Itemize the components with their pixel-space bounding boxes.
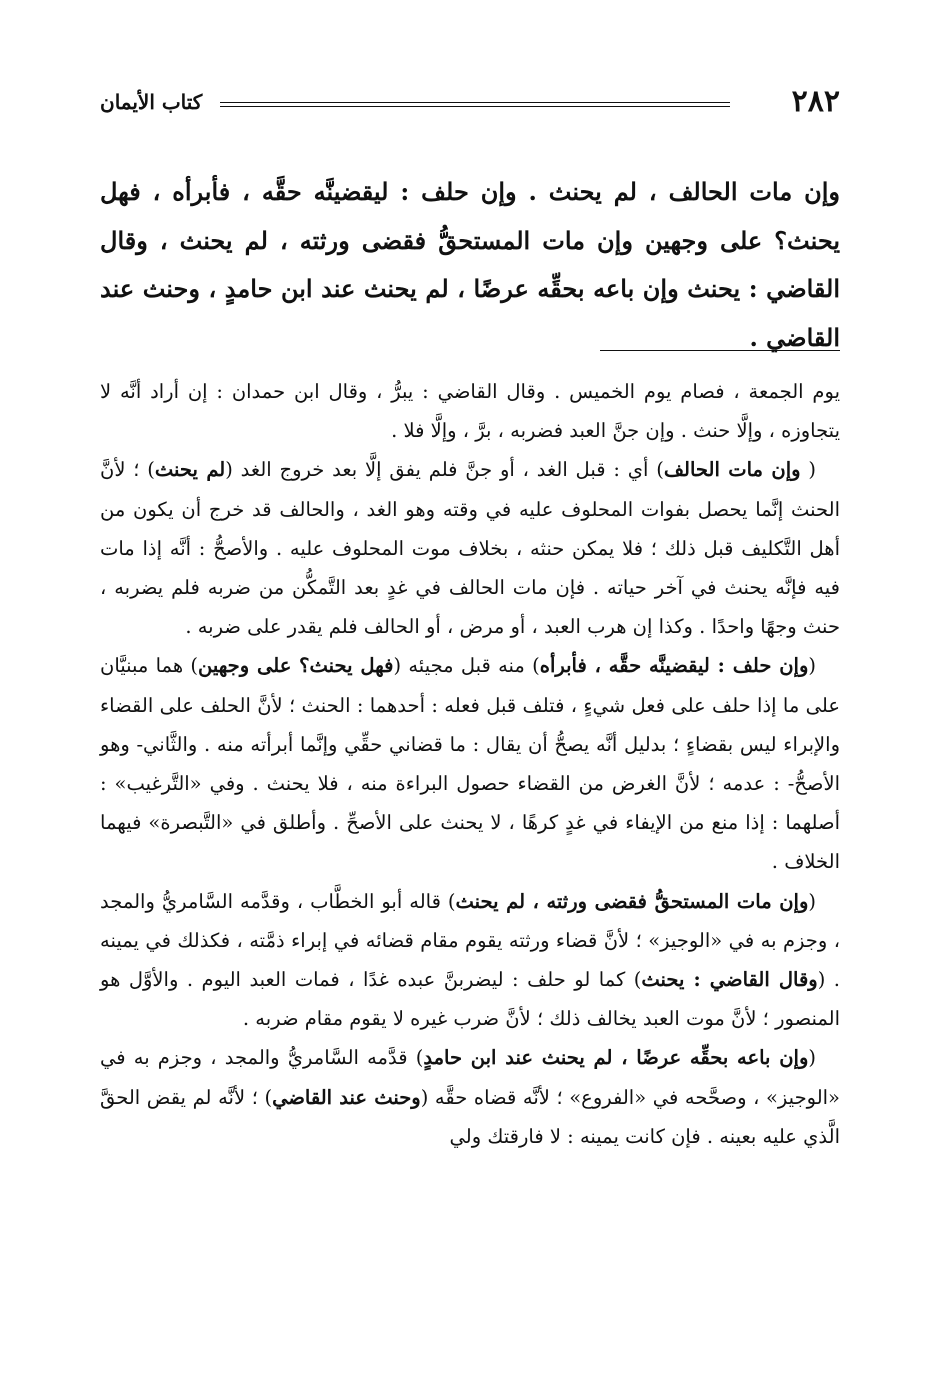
header-rule-second	[220, 106, 730, 107]
book-title: كتاب الأيمان	[100, 90, 203, 114]
quoted-text: لم يحنث	[154, 458, 226, 482]
quoted-text: وإن باعه بحقِّه عرضًا ، لم يحنث عند ابن حامدٍ	[423, 1046, 809, 1070]
header-rule	[220, 102, 730, 103]
commentary	[100, 372, 840, 1156]
commentary-text: ) هما مبنيَّان على ما إذا حلف على فعل شيءٍ ، فتلف قبل فعله : أحدهما : الحنث ؛ لأنَّ الحلف على القضاء والإبراء ليس بقضاءٍ ؛ بدليل أنَّه يصحُّ أن يقال : ما قضاني حقِّي وإنَّما أبرأته منه . والثَّاني- وهو الأصحُّ- : عدمه ؛ لأنَّ الغرض من القضاء حصول البراءة منه ، فلا يحنث . وفي «التَّرغيب» : أصلهما : إذا منع من الإيفاء في غدٍ كرهًا ، لا يحنث على الأصحِّ . وأطلق في «التَّبصرة» فيهما الخلاف .	[100, 654, 840, 874]
page-number: ٢٨٢	[791, 84, 840, 119]
quoted-text: وإن حلف : ليقضينَّه حقَّه ، فأبرأه	[539, 654, 809, 678]
commentary-text: ) أي : قبل الغد ، أو جنَّ فلم يفق إلَّا بعد خروج الغد (	[225, 458, 664, 482]
commentary-text: ) ؛ لأنَّه لم يقض الحقَّ الَّذي عليه بعينه . فإن كانت يمينه : لا فارقتك ولي	[100, 1085, 840, 1148]
quoted-text: وإن مات المستحقُّ فقضى ورثته ، لم يحنث	[455, 889, 809, 913]
quoted-text: فهل يحنث؟ على وجهين	[197, 654, 394, 678]
commentary-paragraph-2	[100, 450, 840, 646]
footnote-divider	[600, 350, 840, 351]
quoted-text: وقال القاضي : يحنث	[641, 968, 818, 992]
paren-open: (	[808, 654, 816, 678]
commentary-text: ) ؛ لأنَّ الحنث إنَّما يحصل بفوات المحلوف عليه في وقته وهو الغد ، والحالف قد خرج أن يكون من أهل التَّكليف قبل ذلك ؛ فلا يمكن حنثه ، بخلاف موت المحلوف عليه . والأصحُّ : أنَّه إذا مات فيه فإنَّه يحنث في آخر حياته . فإن مات الحالف في غدٍ بعد التَّمكُّن من ضربه فلم يضربه ، حنث وجهًا واحدًا . وكذا إن هرب العبد ، أو مرض ، أو الحالف فلم يقدر على ضربه .	[100, 458, 840, 639]
commentary-text: ) قدَّمه السَّامريُّ والمجد ، وجزم به في «الوجيز» ، وصحَّحه في «الفروع» ؛ لأنَّه قضاه حقَّه (	[100, 1046, 840, 1109]
paren-open: (	[808, 1046, 817, 1070]
page-header	[100, 82, 840, 122]
commentary-paragraph-4	[100, 882, 840, 1039]
main-text: وإن مات الحالف ، لم يحنث . وإن حلف : ليقضينَّه حقَّه ، فأبرأه ، فهل يحنث؟ على وجهين وإن مات المستحقُّ فقضى ورثته ، لم يحنث ، وقال القاضي : يحنث وإن باعه بحقِّه عرضًا ، لم يحنث عند ابن حامدٍ ، وحنث عند القاضي .	[100, 177, 840, 352]
commentary-text: ) كما لو حلف : ليضربنَّ عبده غدًا ، فمات العبد اليوم . والأوَّل هو المنصور ؛ لأنَّ موت العبد يخالف ذلك ؛ لأنَّ ضرب غيره لا يقوم مقام ضربه .	[100, 968, 840, 1031]
commentary-paragraph-1: يوم الجمعة ، فصام يوم الخميس . وقال القاضي : يبرُّ ، وقال ابن حمدان : إن أراد أنَّه لا يتجاوزه ، وإلَّا حنث . وإن جنَّ العبد فضربه ، برَّ ، وإلَّا فلا .	[100, 380, 840, 443]
quoted-text: وإن مات الحالف	[663, 458, 801, 482]
paren-open: (	[800, 458, 816, 482]
paren-open: (	[808, 889, 816, 913]
commentary-text: ) منه قبل مجيئه (	[393, 654, 540, 678]
commentary-paragraph-3	[100, 646, 840, 881]
commentary-paragraph-5	[100, 1038, 840, 1156]
commentary-text: ) قاله أبو الخطَّاب ، وقدَّمه السَّامريُّ والمجد ، وجزم به في «الوجيز» ؛ لأنَّ قضاء ورثته يقوم مقام قضائه في إبراء ذمَّته ، فكذلك في يمينه . (	[100, 889, 840, 992]
quoted-text: وحنث عند القاضي	[272, 1085, 421, 1109]
